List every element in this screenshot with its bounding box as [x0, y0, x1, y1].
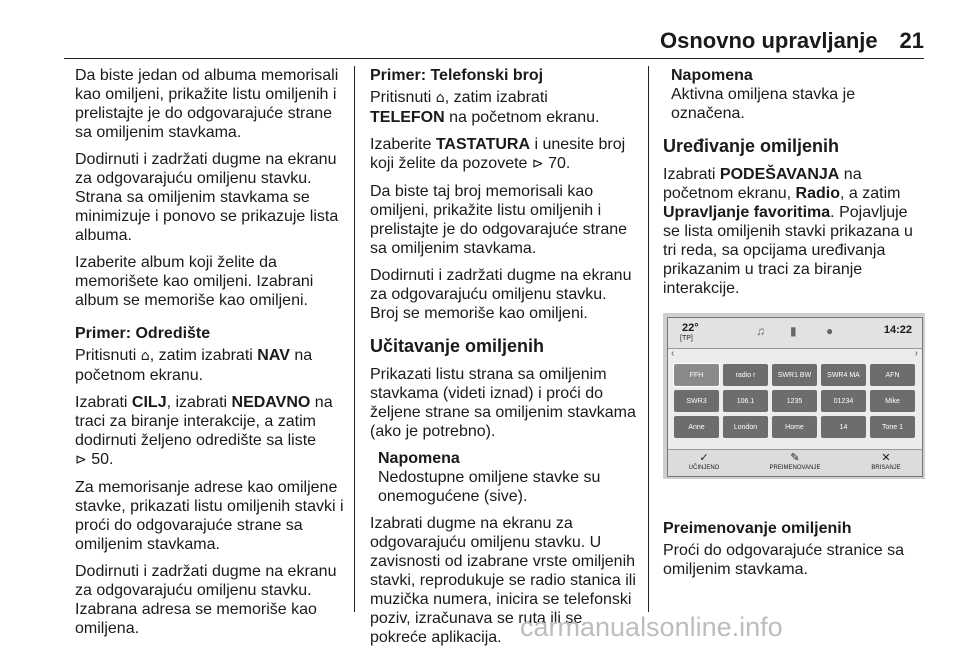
- paragraph: Dodirnuti i zadržati dugme na ekranu za odgovarajuću omiljenu stavku. Strana sa omiljenim stavkama se minimizuje i ponovo se prikazuje lista albuma.: [75, 151, 339, 244]
- paragraph: Dodirnuti i zadržati dugme na ekranu za odgovarajuću omiljenu stavku. Broj se memoriše kao omiljeni.: [370, 267, 632, 322]
- pencil-icon: ✎: [790, 452, 800, 464]
- page-ref-icon: ⊳: [75, 452, 87, 468]
- temperature: 22°: [682, 322, 699, 334]
- column-divider: [648, 66, 649, 612]
- page-header: [660, 28, 924, 54]
- favorite-button[interactable]: SWR4 MA: [821, 364, 866, 386]
- infotainment-screen: [667, 317, 923, 477]
- paragraph: Izabrati CILJ, izabrati NEDAVNO na traci za biranje interakcije, a zatim dodirnuti željeno odredište sa liste ⊳ 50.: [75, 394, 333, 468]
- section-heading: Primer: Odredište: [75, 325, 211, 342]
- status-bar: [668, 318, 922, 349]
- paragraph: Izabrati dugme na ekranu za odgovarajuću omiljenu stavku. U zavisnosti od izabrane vrste omiljenih stavki, reprodukuje se radio stanica ili muzička numera, inicira se telefonski poziv, izračunava se ruta ili se pokreće aplikacija.: [370, 515, 636, 646]
- paragraph: Pritisnuti ⌂, zatim izabrati TELEFON na početnom ekranu.: [370, 89, 600, 126]
- page-number: 21: [899, 28, 924, 53]
- paragraph: Izaberite album koji želite da memorišete kao omiljeni. Izabrani album se memoriše kao omiljeni.: [75, 254, 314, 309]
- section-heading: Učitavanje omiljenih: [370, 336, 545, 356]
- paragraph: Da biste taj broj memorisali kao omiljeni, prikažite listu omiljenih i prelistajte je do odgovarajuće strane sa omiljenim stavkama.: [370, 183, 628, 257]
- page-ref[interactable]: 70.: [548, 155, 571, 172]
- close-icon: ✕: [881, 452, 891, 464]
- check-icon: ✓: [699, 452, 709, 464]
- favorite-button[interactable]: SWR3: [674, 390, 719, 412]
- page-ref[interactable]: 50.: [91, 451, 114, 468]
- section-heading: Primer: Telefonski broj: [370, 67, 544, 84]
- note: [663, 66, 928, 123]
- favorite-button[interactable]: Tone 1: [870, 416, 915, 438]
- delete-button[interactable]: ✕ BRISANJE: [856, 452, 916, 471]
- column-3-continued: [663, 519, 928, 587]
- paragraph: Za memorisanje adrese kao omiljene stavke, prikazati listu omiljenih stavki i proći do odgovarajuće strane sa omiljenim stavkama.: [75, 479, 344, 553]
- paragraph: Pritisnuti ⌂, zatim izabrati NAV na početnom ekranu.: [75, 347, 313, 384]
- favorite-button[interactable]: 106.1: [723, 390, 768, 412]
- phone-icon[interactable]: ▮: [790, 324, 797, 338]
- note-heading: Napomena: [671, 67, 753, 84]
- music-note-icon[interactable]: ♫: [756, 324, 765, 338]
- home-icon: ⌂: [140, 348, 150, 364]
- note: [370, 449, 638, 506]
- favorite-button[interactable]: AFN: [870, 364, 915, 386]
- paragraph: Prikazati listu strana sa omiljenim stavkama (videti iznad) i proći do željene strane sa omiljenim stavkama (ako je potrebno).: [370, 366, 636, 440]
- favorite-button[interactable]: Anne: [674, 416, 719, 438]
- paragraph: Izabrati PODEŠAVANJA na početnom ekranu, Radio, a zatim Upravljanje favoritima. Pojavljuje se lista omiljenih stavki prikazana u tri reda, sa opcijama uređivanja prikazanim u traci za biranje interakcije.: [663, 166, 913, 297]
- tp-indicator: [TP]: [680, 335, 693, 342]
- chevron-right-icon[interactable]: ›: [914, 348, 918, 359]
- home-icon: ⌂: [435, 90, 445, 106]
- favorite-button[interactable]: 01234: [821, 390, 866, 412]
- column-1: [75, 66, 345, 646]
- favorite-button[interactable]: Mike: [870, 390, 915, 412]
- favorite-button[interactable]: 1235: [772, 390, 817, 412]
- info-icon[interactable]: ●: [826, 324, 834, 338]
- favorite-button[interactable]: radio r: [723, 364, 768, 386]
- column-divider: [354, 66, 355, 612]
- interaction-selector-bar: [668, 449, 922, 476]
- column-2: [370, 66, 638, 655]
- clock: 14:22: [883, 324, 912, 336]
- header-rule: [64, 58, 924, 59]
- section-heading: Uređivanje omiljenih: [663, 136, 840, 156]
- done-button[interactable]: ✓ UČINJENO: [674, 452, 734, 471]
- favorite-button[interactable]: SWR1 BW: [772, 364, 817, 386]
- note-text: Nedostupne omiljene stavke su onemogućene (sive).: [378, 469, 601, 505]
- rename-button[interactable]: ✎ PREIMENOVANJE: [765, 452, 825, 471]
- paragraph: Izaberite TASTATURA i unesite broj koji želite da pozovete ⊳ 70.: [370, 136, 626, 172]
- favorites-screen-figure: [663, 313, 925, 479]
- paragraph: Proći do odgovarajuće stranice sa omiljenim stavkama.: [663, 542, 905, 578]
- column-3: [663, 66, 928, 306]
- page-title: Osnovno upravljanje: [660, 28, 878, 53]
- favorite-button[interactable]: 14: [821, 416, 866, 438]
- paragraph: Dodirnuti i zadržati dugme na ekranu za odgovarajuću omiljenu stavku. Izabrana adresa se memoriše kao omiljena.: [75, 563, 337, 637]
- favorite-button[interactable]: FFH: [674, 364, 719, 386]
- favorite-button[interactable]: Home: [772, 416, 817, 438]
- paragraph: Da biste jedan od albuma memorisali kao omiljeni, prikažite listu omiljenih i prelistajte je do odgovarajuće strane sa omiljenim stavkama.: [75, 67, 339, 141]
- note-heading: Napomena: [378, 450, 460, 467]
- favorite-button[interactable]: London: [723, 416, 768, 438]
- page-ref-icon: ⊳: [531, 156, 544, 172]
- watermark: carmanualsonline.info: [520, 612, 783, 642]
- chevron-left-icon[interactable]: ‹: [671, 348, 675, 359]
- note-text: Aktivna omiljena stavka je označena.: [671, 86, 856, 122]
- section-heading: Preimenovanje omiljenih: [663, 520, 852, 537]
